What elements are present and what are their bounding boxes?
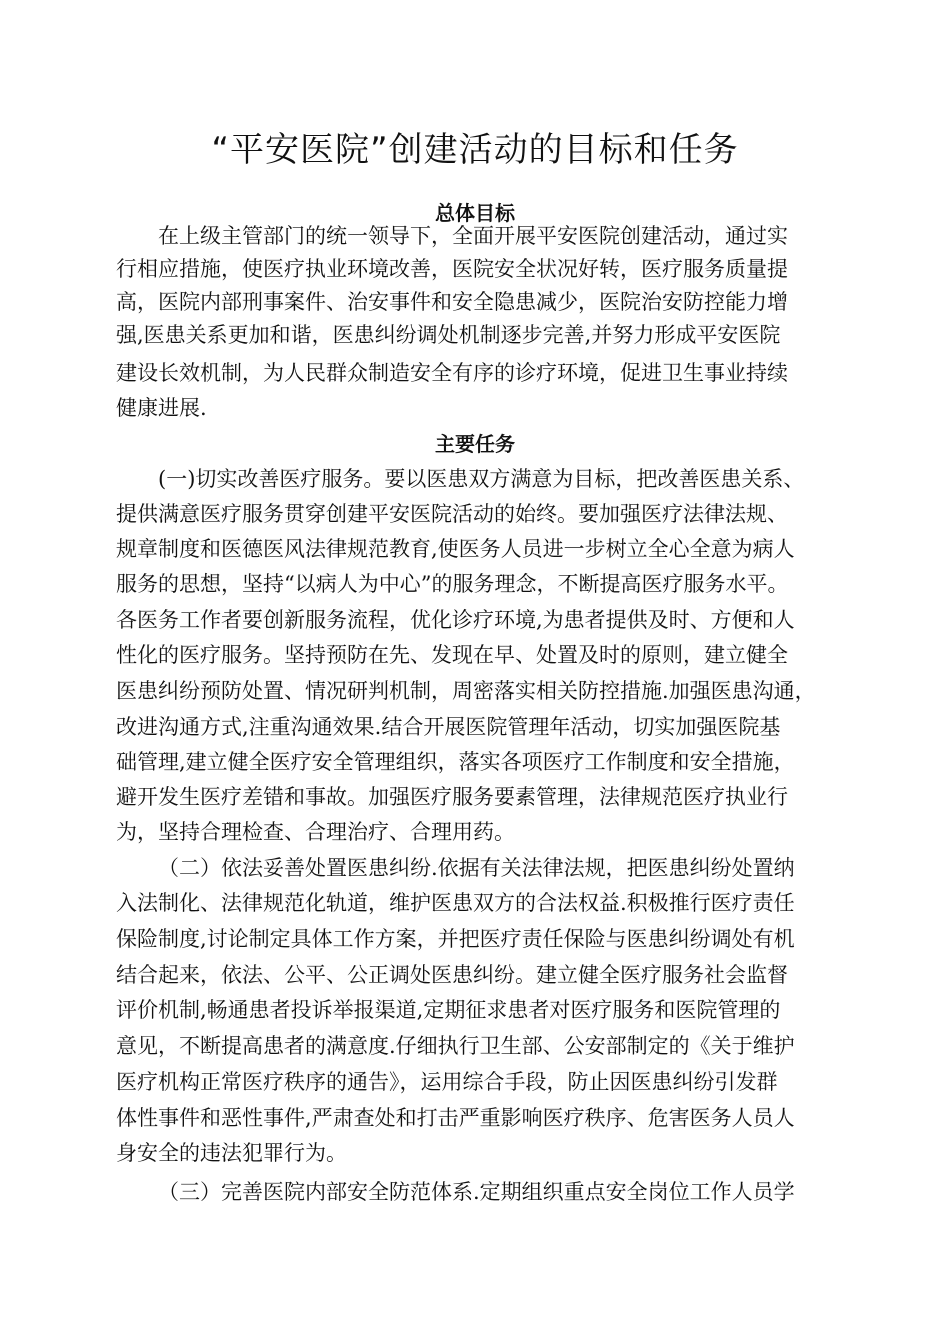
paragraph-line: 健康进展. bbox=[116, 396, 207, 420]
paragraph-line: 建设长效机制，为人民群众制造安全有序的诊疗环境，促进卫生事业持续 bbox=[116, 361, 788, 385]
paragraph-line: (一)切实改善医疗服务。要以医患双方满意为目标，把改善医患关系、 bbox=[158, 467, 805, 491]
paragraph-line: 保险制度,讨论制定具体工作方案，并把医疗责任保险与医患纠纷调处有机 bbox=[116, 927, 795, 951]
paragraph-line: 各医务工作者要创新服务流程，优化诊疗环境,为患者提供及时、方便和人 bbox=[116, 608, 795, 632]
paragraph-line: 为，坚持合理检查、合理治疗、合理用药。 bbox=[116, 820, 515, 844]
paragraph-line: 行相应措施，使医疗执业环境改善，医院安全状况好转，医疗服务质量提 bbox=[116, 257, 788, 281]
paragraph-line: 入法制化、法律规范化轨道，维护医患双方的合法权益.积极推行医疗责任 bbox=[116, 891, 795, 915]
paragraph-line: 服务的思想，坚持“以病人为中心”的服务理念，不断提高医疗服务水平。 bbox=[116, 572, 789, 596]
paragraph-line: 性化的医疗服务。坚持预防在先、发现在早、处置及时的原则，建立健全 bbox=[116, 643, 788, 667]
paragraph-line: 意见，不断提高患者的满意度.仔细执行卫生部、公安部制定的《关于维护 bbox=[116, 1034, 795, 1058]
paragraph-line: （三）完善医院内部安全防范体系.定期组织重点安全岗位工作人员学 bbox=[158, 1180, 795, 1204]
paragraph-line: 身安全的违法犯罪行为。 bbox=[116, 1141, 347, 1165]
paragraph-line: 提供满意医疗服务贯穿创建平安医院活动的始终。要加强医疗法律法规、 bbox=[116, 502, 788, 526]
section-heading-overall-goal: 总体目标 bbox=[435, 201, 515, 225]
paragraph-line: 规章制度和医德医风法律规范教育,使医务人员进一步树立全心全意为病人 bbox=[116, 537, 795, 561]
paragraph-line: 避开发生医疗差错和事故。加强医疗服务要素管理，法律规范医疗执业行 bbox=[116, 785, 788, 809]
paragraph-line: 医患纠纷预防处置、情况研判机制，周密落实相关防控措施.加强医患沟通， bbox=[116, 679, 816, 703]
paragraph-line: 评价机制,畅通患者投诉举报渠道,定期征求患者对医疗服务和医院管理的 bbox=[116, 998, 781, 1022]
paragraph-line: 体性事件和恶性事件,严肃查处和打击严重影响医疗秩序、危害医务人员人 bbox=[116, 1106, 795, 1130]
paragraph-line: 础管理,建立健全医疗安全管理组织，落实各项医疗工作制度和安全措施， bbox=[116, 750, 795, 774]
paragraph-line: 结合起来，依法、公平、公正调处医患纠纷。建立健全医疗服务社会监督 bbox=[116, 963, 788, 987]
paragraph-line: （二）依法妥善处置医患纠纷.依据有关法律法规，把医患纠纷处置纳 bbox=[158, 856, 795, 880]
paragraph-line: 高，医院内部刑事案件、治安事件和安全隐患减少，医院治安防控能力增 bbox=[116, 290, 788, 314]
paragraph-line: 医疗机构正常医疗秩序的通告》，运用综合手段，防止因医患纠纷引发群 bbox=[116, 1070, 778, 1094]
paragraph-line: 改进沟通方式,注重沟通效果.结合开展医院管理年活动，切实加强医院基 bbox=[116, 715, 781, 739]
paragraph-line: 强,医患关系更加和谐，医患纠纷调处机制逐步完善,并努力形成平安医院 bbox=[116, 323, 781, 347]
document-title: “平安医院”创建活动的目标和任务 bbox=[211, 130, 739, 170]
paragraph-line: 在上级主管部门的统一领导下，全面开展平安医院创建活动，通过实 bbox=[158, 224, 788, 248]
section-heading-main-tasks: 主要任务 bbox=[435, 432, 515, 456]
